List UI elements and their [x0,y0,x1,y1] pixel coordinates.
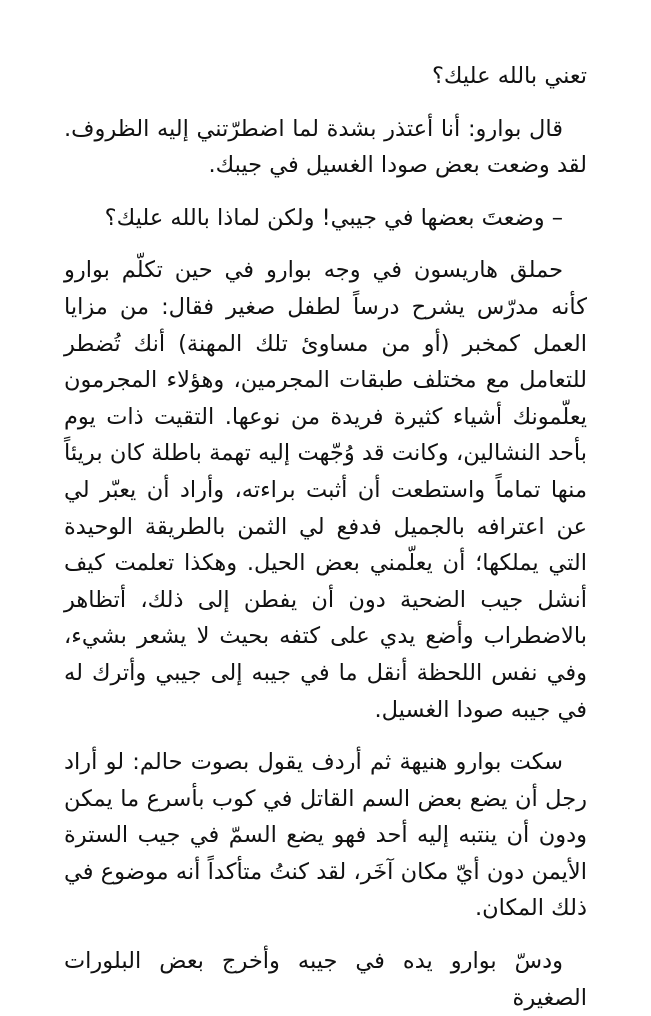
paragraph-dialogue-pocket: – وضعتَ بعضها في جيبي! ولكن لماذا بالله عليك؟ [104,204,563,231]
paragraph-crystals: ودسّ بوارو يده في جيبه وأخرج بعض البلورات الصغيرة [64,948,587,1011]
paragraph-poison-explanation: سكت بوارو هنيهة ثم أردف يقول بصوت حالم: لو أراد رجل أن يضع بعض السم القاتل في كوب بأسرع ما يمكن ودون أن ينتبه إليه أحد فهو يضع السمّ في جيب السترة الأيمن دون أيّ مكان آخَر، لقد كنتُ متأكداً أنه موضوع في ذلك المكان. [64,749,587,922]
paragraph-pickpocket-story: حملق هاريسون في وجه بوارو في حين تكلّم بوارو كأنه مدرّس يشرح درساً لطفل صغير فقال: من مزايا العمل كمخبر (أو من مساوئ تلك المهنة) أنك تُضطر للتعامل مع مختلف طبقات المجرمين، وهؤلاء المجرمون يعلّمونك أشياء كثيرة فريدة من نوعها. التقيت ذات يوم بأحد النشالين، وكانت قد وُجّهت إليه تهمة باطلة كان بريئاً منها تماماً واستطعت أن أثبت براءته، وأراد أن يعبّر لي عن اعترافه بالجميل فدفع لي الثمن بالطريقة الوحيدة التي يملكها؛ أن يعلّمني بعض الحيل. وهكذا تعلمت كيف أنشل جيب الضحية دون أن يفطن إلى ذلك، أتظاهر بالاضطراب وأضع يدي على كتفه بحيث لا يشعر بشيء، وفي نفس اللحظة أنقل ما في جيبه إلى جيبي وأترك له في جيبه صودا الغسيل. [64,257,587,723]
paragraph-apology: قال بوارو: أنا أعتذر بشدة لما اضطرّتني إليه الظروف. لقد وضعت بعض صودا الغسيل في جيبك. [64,115,587,179]
book-page [64,58,587,1011]
paragraph-question: تعني بالله عليك؟ [431,63,587,89]
